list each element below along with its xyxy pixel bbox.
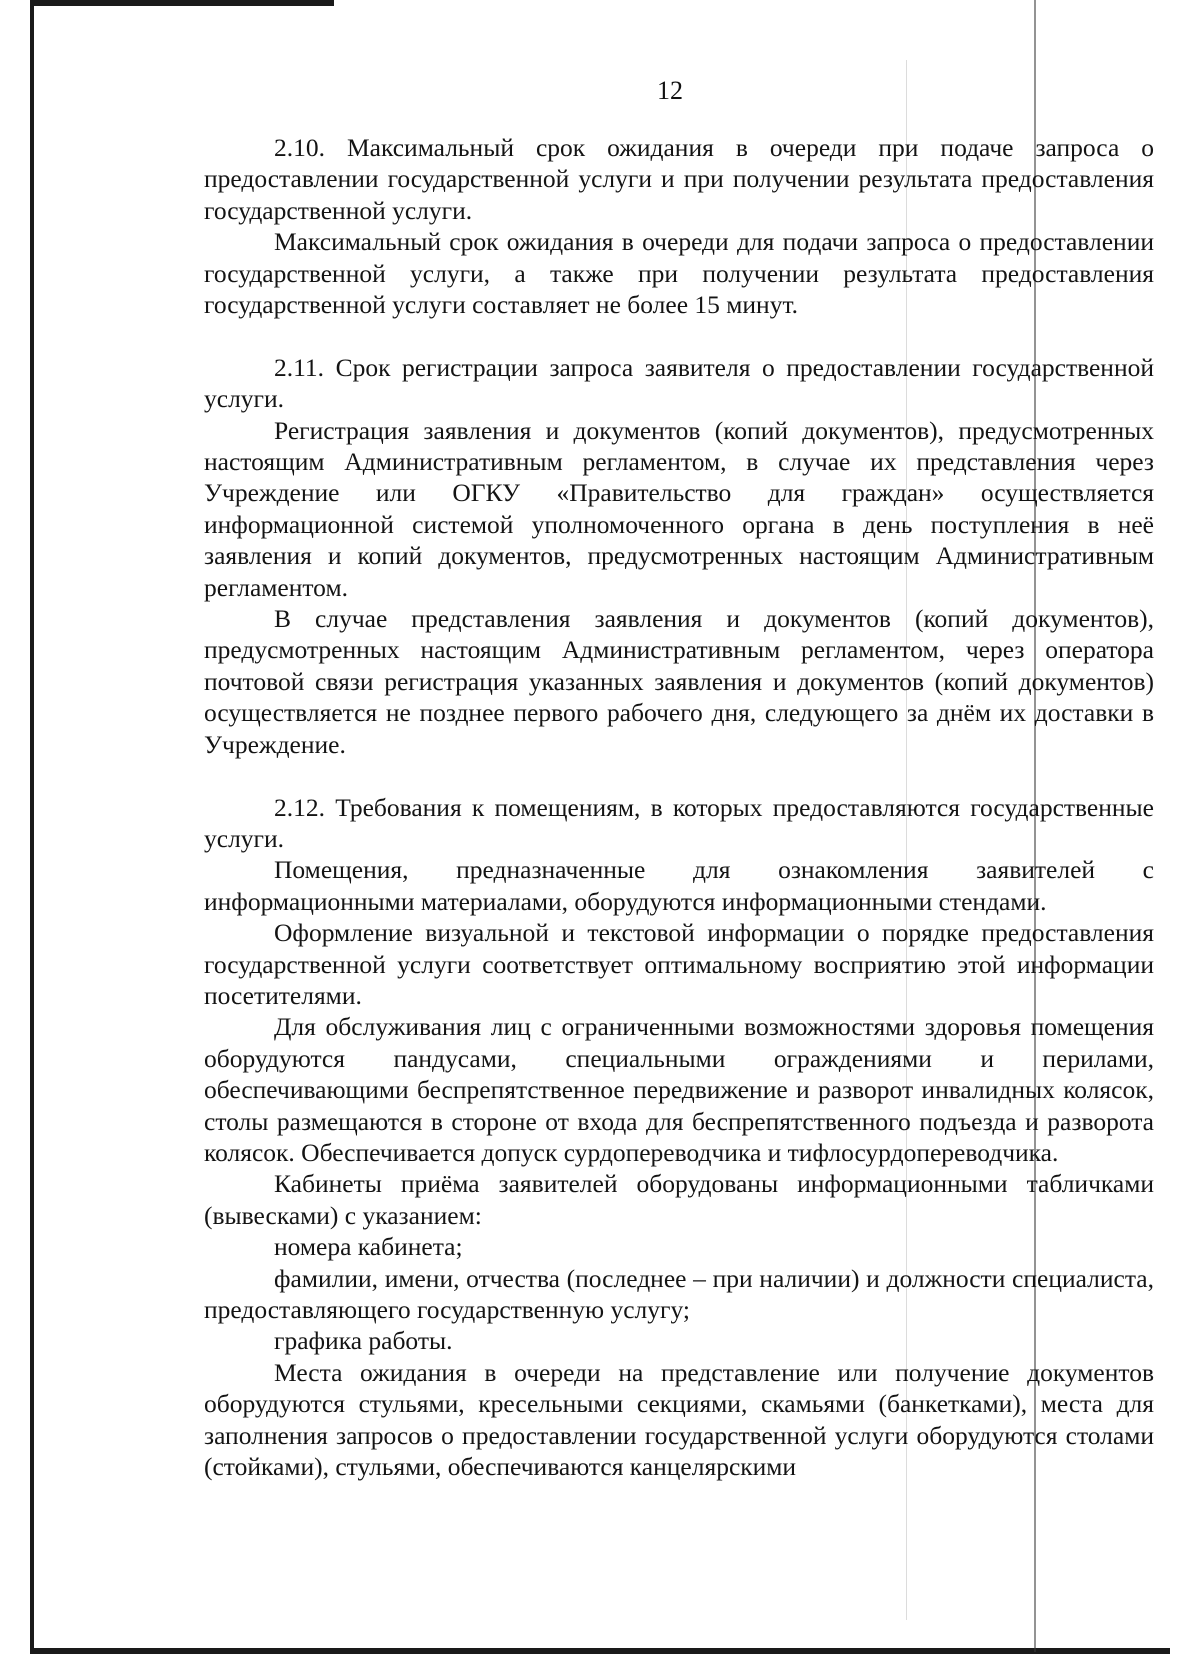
paragraph: Максимальный срок ожидания в очереди для подачи запроса о предоставлении государственной услуги, а также при получении результата предоставления государственной услуги составляет не более 15 минут. [204,227,1154,320]
document-body [204,132,1154,1482]
paragraph: Для обслуживания лиц с ограниченными возможностями здоровья помещения оборудуются пандусами, специальными ограждениями и перилами, обеспечивающими беспрепятственное передвижение и разворот инвалидных колясок, столы размещаются в стороне от входа для беспрепятственного подъезда и разворота колясок. Обеспечивается допуск сурдопереводчика и тифлосурдопереводчика. [204,1012,1154,1167]
scan-border-top [34,0,334,6]
paragraph-2-12-heading: 2.12. Требования к помещениям, в которых предоставляются государственные услуги. [204,792,1154,853]
scan-border-left [30,0,34,1652]
paragraph: Регистрация заявления и документов (копий документов), предусмотренных настоящим Административным регламентом, в случае их представления через Учреждение или ОГКУ «Правительство для граждан» осуществляется информационной системой уполномоченного органа в день поступления в неё заявления и копий документов, предусмотренных настоящим Административным регламентом. [204,415,1154,602]
paragraph: Помещения, предназначенные для ознакомления заявителей с информационными материалами, оборудуются информационными стендами. [204,855,1154,916]
page-number: 12 [657,76,683,105]
paragraph: В случае представления заявления и документов (копий документов), предусмотренных настоящим Административным регламентом, через оператора почтовой связи регистрация указанных заявления и документов (копий документов) осуществляется не позднее первого рабочего дня, следующего за днём их доставки в Учреждение. [204,604,1154,759]
list-item: фамилии, имени, отчества (последнее – при наличии) и должности специалиста, предоставляющего государственную услугу; [204,1263,1154,1324]
paragraph: Оформление визуальной и текстовой информации о порядке предоставления государственной услуги соответствует оптимальному восприятию этой информации посетителями. [204,918,1154,1010]
paragraph: Места ожидания в очереди на представление или получение документов оборудуются стульями, кресельными секциями, скамьями (банкетками), места для заполнения запросов о предоставлении государственной услуги оборудуются столами (стойками), стульями, обеспечиваются канцелярскими [204,1357,1154,1482]
list-item: номера кабинета; [274,1232,463,1262]
paragraph-2-11-heading: 2.11. Срок регистрации запроса заявителя о предоставлении государственной услуги. [204,352,1154,414]
list-item: графика работы. [274,1326,453,1356]
paragraph: Кабинеты приёма заявителей оборудованы информационными табличками (вывесками) с указанием: [204,1169,1154,1230]
scan-border-bottom [30,1648,1170,1654]
paragraph-2-10-heading: 2.10. Максимальный срок ожидания в очереди при подаче запроса о предоставлении государственной услуги и при получении результата предоставления государственной услуги. [204,133,1154,225]
